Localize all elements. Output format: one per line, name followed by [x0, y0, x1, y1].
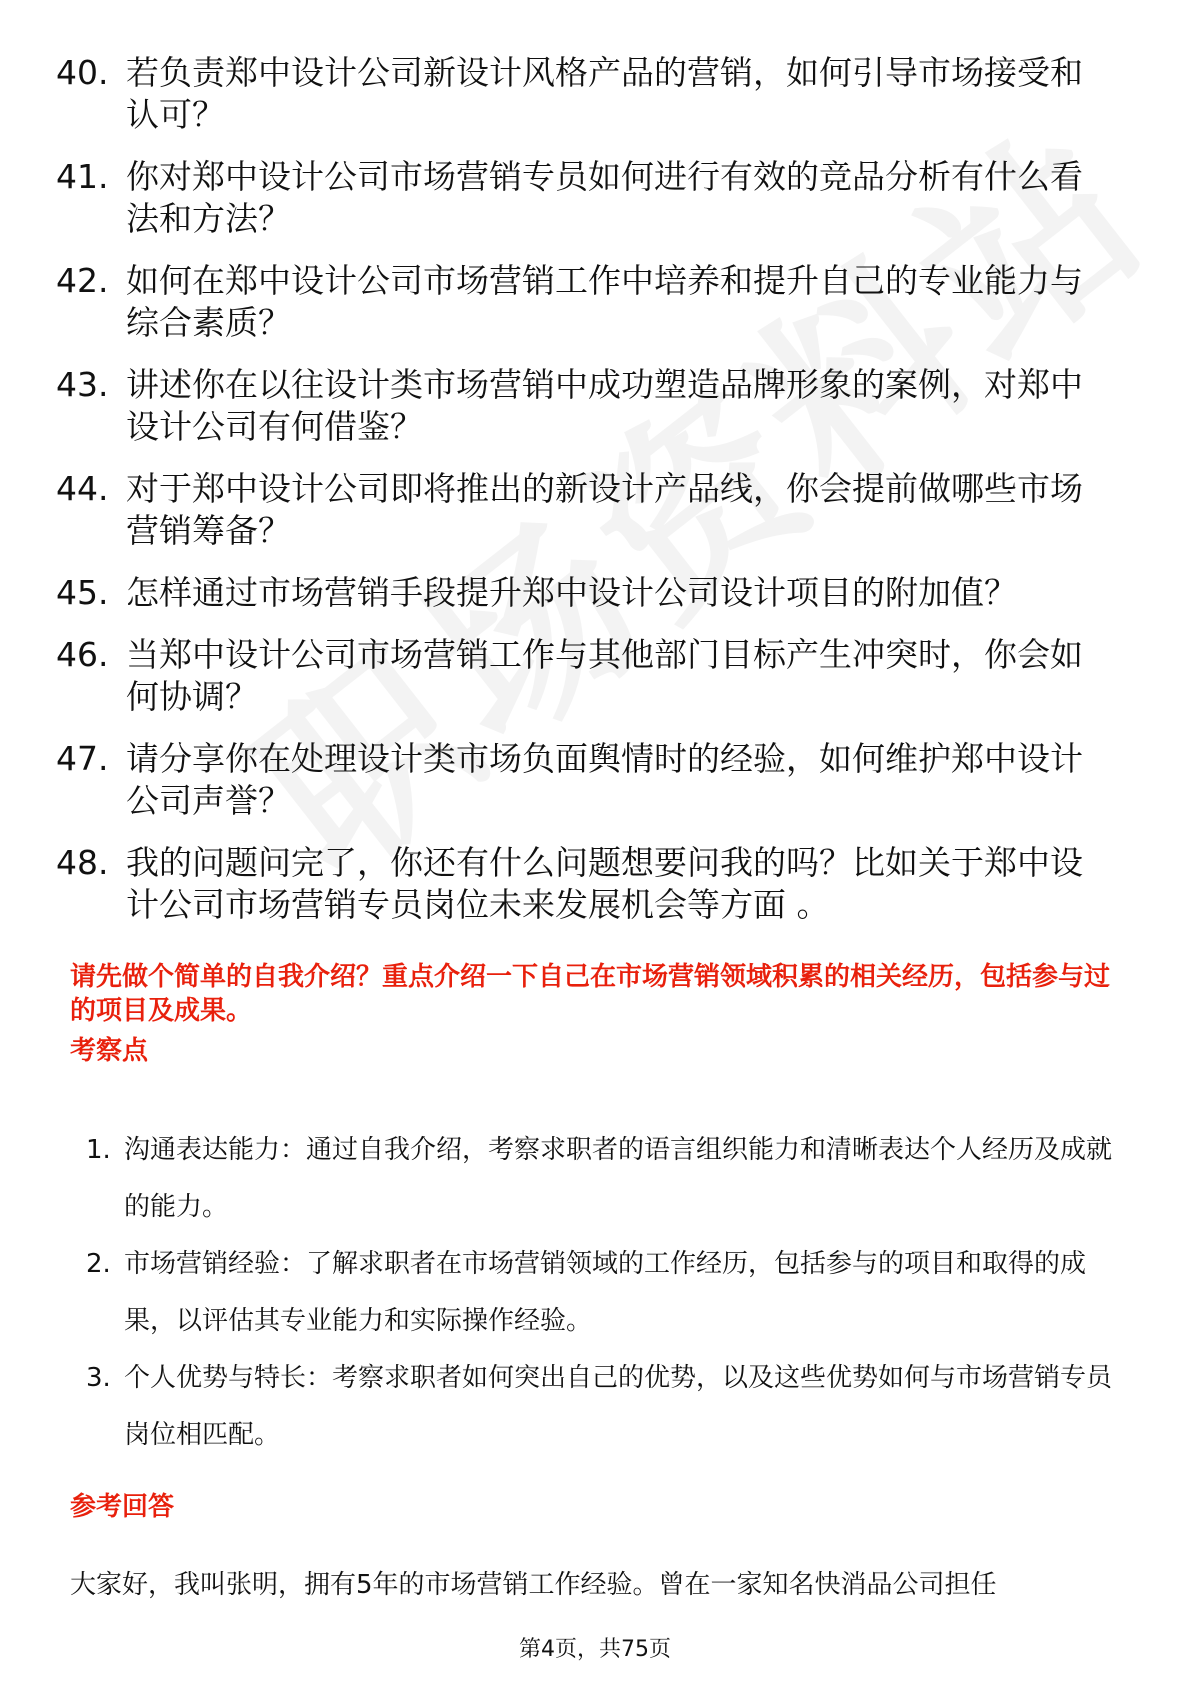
highlight-question: 请先做个简单的自我介绍？重点介绍一下自己在市场营销领域积累的相关经历，包括参与过的项目及成果。	[70, 962, 1111, 1026]
item-text: 请分享你在处理设计类市场负面舆情时的经验，如何维护郑中设计公司声誉？	[126, 739, 1083, 820]
item-text: 当郑中设计公司市场营销工作与其他部门目标产生冲突时，你会如何协调？	[126, 635, 1083, 716]
item-number: 1.	[86, 1135, 111, 1165]
item-text: 讲述你在以往设计类市场营销中成功塑造品牌形象的案例，对郑中设计公司有何借鉴？	[126, 365, 1083, 446]
item-number: 41.	[56, 157, 109, 196]
list-item	[56, 842, 1106, 926]
list-item	[56, 572, 1106, 614]
item-text: 我的问题问完了，你还有什么问题想要问我的吗？比如关于郑中设计公司市场营销专员岗位未来发展机会等方面 。	[126, 843, 1083, 924]
list-item	[56, 364, 1106, 448]
list-item	[56, 260, 1106, 344]
item-number: 47.	[56, 739, 109, 778]
item-number: 46.	[56, 635, 109, 674]
item-number: 42.	[56, 261, 109, 300]
points-list	[86, 1122, 1116, 1464]
list-item	[56, 156, 1106, 240]
item-number: 45.	[56, 573, 109, 612]
item-number: 43.	[56, 365, 109, 404]
item-number: 44.	[56, 469, 109, 508]
item-text: 市场营销经验：了解求职者在市场营销领域的工作经历，包括参与的项目和取得的成果，以评估其专业能力和实际操作经验。	[124, 1249, 1087, 1336]
item-text: 若负责郑中设计公司新设计风格产品的营销，如何引导市场接受和认可？	[126, 53, 1083, 134]
question-list	[56, 52, 1106, 946]
item-number: 3.	[86, 1363, 111, 1393]
section-title-answer: 参考回答	[70, 1492, 175, 1522]
list-item	[86, 1122, 1116, 1236]
item-text: 你对郑中设计公司市场营销专员如何进行有效的竞品分析有什么看法和方法？	[126, 157, 1083, 238]
list-item	[86, 1236, 1116, 1350]
list-item	[56, 634, 1106, 718]
item-text: 对于郑中设计公司即将推出的新设计产品线，你会提前做哪些市场营销筹备？	[126, 469, 1083, 550]
item-number: 2.	[86, 1249, 111, 1279]
answer-text: 大家好，我叫张明，拥有5年的市场营销工作经验。曾在一家知名快消品公司担任	[70, 1570, 997, 1600]
list-item	[56, 52, 1106, 136]
page-footer: 第4页，共75页	[519, 1637, 671, 1662]
item-text: 如何在郑中设计公司市场营销工作中培养和提升自己的专业能力与综合素质？	[126, 261, 1083, 342]
list-item	[56, 468, 1106, 552]
item-text: 沟通表达能力：通过自我介绍，考察求职者的语言组织能力和清晰表达个人经历及成就的能力。	[124, 1135, 1113, 1222]
item-text: 怎样通过市场营销手段提升郑中设计公司设计项目的附加值？	[126, 573, 1017, 612]
list-item	[56, 738, 1106, 822]
item-number: 48.	[56, 843, 109, 882]
list-item	[86, 1350, 1116, 1464]
item-number: 40.	[56, 53, 109, 92]
section-title-points: 考察点	[70, 1036, 149, 1066]
item-text: 个人优势与特长：考察求职者如何突出自己的优势，以及这些优势如何与市场营销专员岗位相匹配。	[124, 1363, 1113, 1450]
